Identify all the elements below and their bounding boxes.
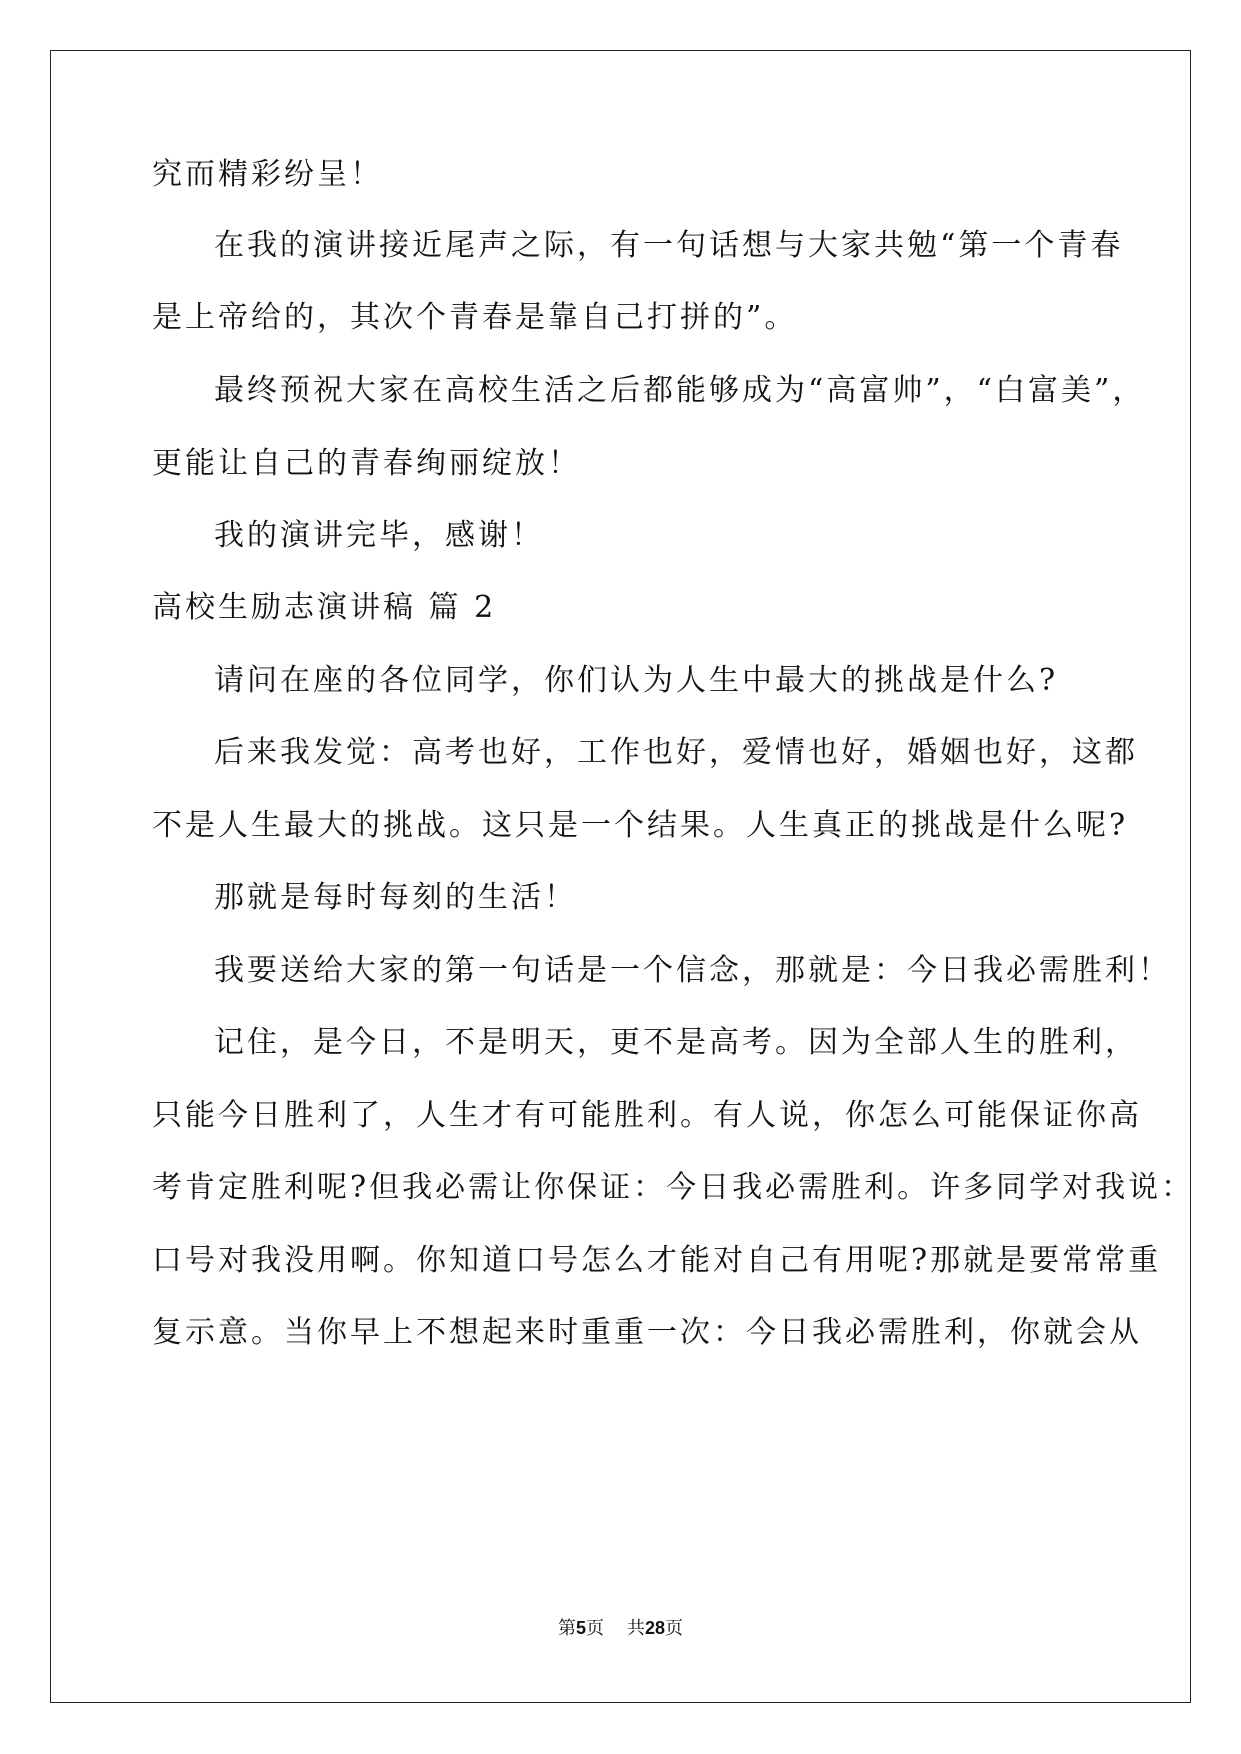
footer-mid: 页 共 (586, 1618, 645, 1639)
footer-suffix: 页 (664, 1618, 683, 1639)
text-line: 最终预祝大家在高校生活之后都能够成为“高富帅”，“白富美”， (214, 373, 1146, 408)
text-line: 考肯定胜利呢?但我必需让你保证：今日我必需胜利。许多同学对我说： (152, 1170, 1195, 1205)
text-line: 在我的演讲接近尾声之际，有一句话想与大家共勉“第一个青春 (214, 228, 1124, 263)
text-line: 记住，是今日，不是明天，更不是高考。因为全部人生的胜利， (214, 1025, 1138, 1060)
text-line: 是上帝给的，其次个青春是靠自己打拼的”。 (152, 300, 798, 335)
text-line: 口号对我没用啊。你知道口号怎么才能对自己有用呢?那就是要常常重 (152, 1243, 1162, 1278)
total-page-number: 28 (644, 1618, 665, 1638)
text-line: 请问在座的各位同学，你们认为人生中最大的挑战是什么? (214, 663, 1059, 698)
text-line: 我要送给大家的第一句话是一个信念，那就是：今日我必需胜利！ (214, 953, 1171, 988)
text-line: 不是人生最大的挑战。这只是一个结果。人生真正的挑战是什么呢? (152, 808, 1129, 843)
text-line: 更能让自己的青春绚丽绽放！ (152, 446, 581, 481)
page-footer (0, 1616, 1241, 1641)
text-line: 我的演讲完毕，感谢！ (214, 518, 544, 553)
current-page-number: 5 (576, 1618, 587, 1638)
section-heading: 高校生励志演讲稿 篇 2 (152, 590, 497, 625)
text-line: 究而精彩纷呈！ (152, 157, 383, 192)
text-line: 那就是每时每刻的生活！ (214, 880, 577, 915)
text-line: 只能今日胜利了，人生才有可能胜利。有人说，你怎么可能保证你高 (152, 1098, 1142, 1133)
footer-prefix: 第 (558, 1618, 577, 1639)
text-line: 复示意。当你早上不想起来时重重一次：今日我必需胜利，你就会从 (152, 1315, 1142, 1350)
text-line: 后来我发觉：高考也好，工作也好，爱情也好，婚姻也好，这都 (214, 735, 1138, 770)
